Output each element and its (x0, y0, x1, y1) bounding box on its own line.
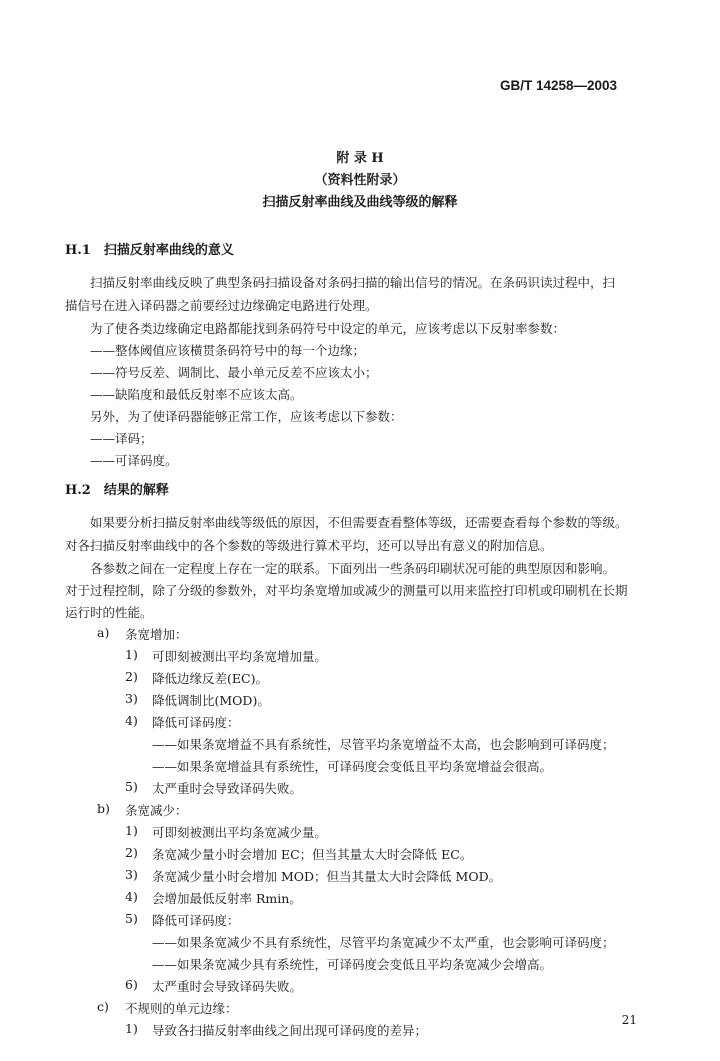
sublist-number: 6) (125, 977, 138, 992)
sublist-number: 3) (125, 867, 138, 882)
list-item: 不规则的单元边缘： (125, 1001, 238, 1016)
sublist-item: 导致各扫描反射率曲线之间出现可译码度的差异； (152, 1023, 428, 1038)
sublist-number: 2) (125, 845, 138, 860)
h1-bullet: ——符号反差、调制比、最小单元反差不应该太小； (90, 365, 378, 380)
h1-bullet: ——译码； (90, 431, 153, 446)
list-label: a) (97, 625, 110, 640)
sublist-item: 降低边缘反差(EC)。 (152, 671, 268, 686)
sublist-item: 太严重时会导致译码失败。 (152, 781, 303, 796)
h1-bullet: ——整体阈值应该横贯条码符号中的每一个边缘； (90, 343, 366, 358)
appendix-label: 附 录 H (336, 151, 384, 166)
sublist-number: 1) (125, 823, 138, 838)
sublist-item: 降低可译码度： (152, 913, 240, 928)
sublist-number: 2) (125, 669, 138, 684)
h1-para3: 另外，为了使译码器能够正常工作，应该考虑以下参数： (90, 409, 403, 424)
sublist-number: 3) (125, 691, 138, 706)
dash-item: ——如果条宽减少具有系统性，可译码度会变低且平均条宽减少会增高。 (152, 957, 553, 972)
sublist-number: 4) (125, 713, 138, 728)
list-item: 条宽增加： (125, 627, 188, 642)
sublist-item: 可即刻被测出平均条宽减少量。 (152, 825, 328, 840)
sublist-number: 5) (125, 911, 138, 926)
list-label: b) (97, 801, 110, 816)
sublist-item: 降低调制比(MOD)。 (152, 693, 270, 708)
sublist-number: 1) (125, 647, 138, 662)
h1-para1-line2: 描信号在进入译码器之前要经过边缘确定电路进行处理。 (65, 298, 378, 313)
sublist-item: 会增加最低反射率 Rmin。 (152, 891, 302, 906)
list-label: c) (97, 999, 109, 1014)
appendix-type: （资料性附录） (314, 173, 406, 188)
h2-para2-line1: 各参数之间在一定程度上存在一定的联系。下面列出一些条码印刷状况可能的典型原因和影响。 (90, 561, 616, 576)
page-number: 21 (621, 1013, 637, 1027)
dash-item: ——如果条宽增益具有系统性，可译码度会变低且平均条宽增益会很高。 (152, 759, 553, 774)
h2-para2-line2: 对于过程控制，除了分级的参数外，对平均条宽增加或减少的测量可以用来监控打印机或印刷机在长期 (65, 583, 628, 598)
dash-item: ——如果条宽减少不具有系统性，尽管平均条宽减少不太严重，也会影响可译码度； (152, 935, 615, 950)
sublist-number: 5) (125, 779, 138, 794)
dash-item: ——如果条宽增益不具有系统性，尽管平均条宽增益不太高，也会影响到可译码度； (152, 737, 615, 752)
appendix-title: 扫描反射率曲线及曲线等级的解释 (262, 195, 458, 210)
h1-para2: 为了使各类边缘确定电路都能找到条码符号中设定的单元，应该考虑以下反射率参数： (90, 321, 566, 336)
sublist-item: 条宽减少量小时会增加 MOD；但当其量太大时会降低 MOD。 (152, 869, 502, 884)
sublist-number: 4) (125, 889, 138, 904)
h1-para1-line1: 扫描反射率曲线反映了典型条码扫描设备对条码扫描的输出信号的情况。在条码识读过程中，扫 (90, 275, 616, 290)
h2-para1-line1: 如果要分析扫描反射率曲线等级低的原因，不但需要查看整体等级，还需要查看每个参数的等级。 (90, 515, 628, 530)
h1-bullet: ——可译码度。 (90, 453, 178, 468)
standard-code: GB/T 14258—2003 (500, 78, 618, 93)
sublist-item: 条宽减少量小时会增加 EC；但当其量太大时会降低 EC。 (152, 847, 473, 862)
section-h2-heading: H.2 结果的解释 (65, 483, 169, 498)
h2-para2-line3: 运行时的性能。 (65, 605, 153, 620)
h2-para1-line2: 对各扫描反射率曲线中的各个参数的等级进行算术平均，还可以导出有意义的附加信息。 (65, 538, 553, 553)
section-h1-heading: H.1 扫描反射率曲线的意义 (65, 243, 234, 258)
sublist-item: 可即刻被测出平均条宽增加量。 (152, 649, 328, 664)
sublist-item: 降低可译码度： (152, 715, 240, 730)
sublist-item: 太严重时会导致译码失败。 (152, 979, 303, 994)
list-item: 条宽减少： (125, 803, 188, 818)
sublist-number: 1) (125, 1021, 138, 1036)
h1-bullet: ——缺陷度和最低反射率不应该太高。 (90, 387, 303, 402)
